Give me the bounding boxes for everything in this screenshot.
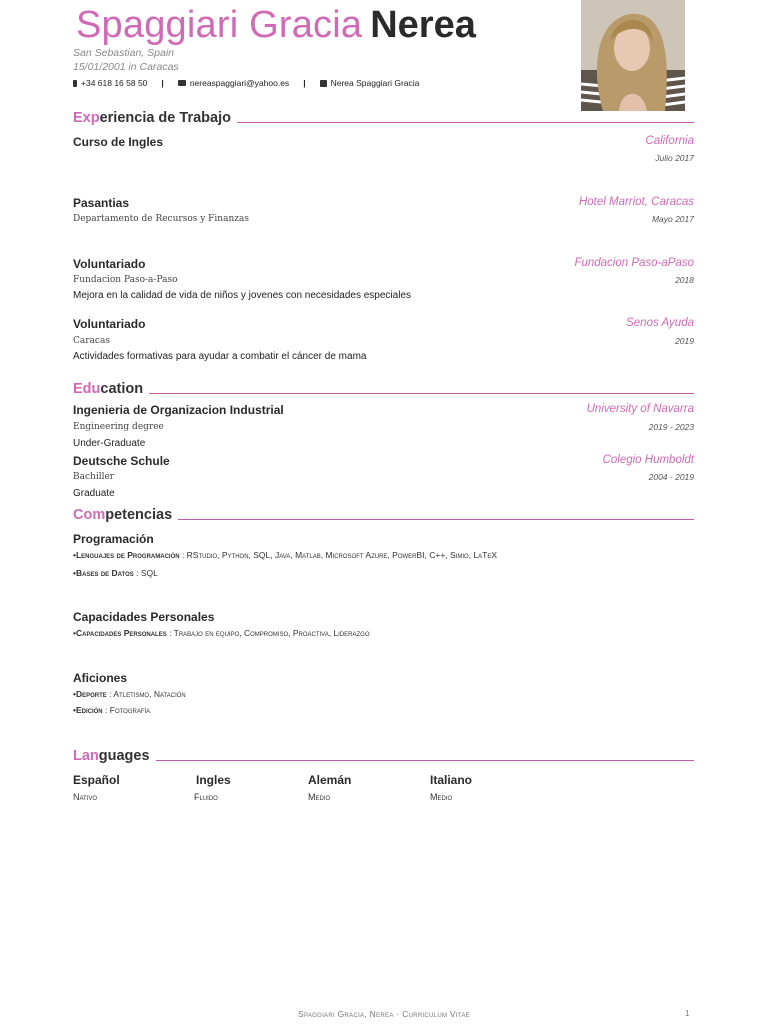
skill-key: •Capacidades Personales	[73, 628, 167, 638]
profile-photo	[581, 0, 685, 111]
email-link[interactable]: nereaspaggiari@yahoo.es	[189, 78, 290, 88]
skill-value: Trabajo en equipo, Compromiso, Proactiva, Liderazgo	[173, 628, 370, 638]
entry-position: Engineering degree	[73, 422, 164, 432]
skill-line	[73, 628, 370, 638]
section-rule	[237, 122, 694, 123]
entry-position: Caracas	[73, 336, 110, 346]
section-rule	[149, 393, 694, 394]
entry-date: 2018	[675, 275, 694, 285]
first-name: Spaggiari Gracia	[76, 4, 363, 46]
entry-position: Bachiller	[73, 472, 115, 482]
skill-group-heading: Aficiones	[73, 671, 128, 685]
title-accent: Com	[73, 507, 106, 523]
skill-sep: :	[106, 689, 114, 699]
skill-value: Fotografía	[109, 705, 151, 715]
entry-date: Mayo 2017	[651, 214, 694, 224]
entry-description: Mejora en la calidad de vida de niños y jovenes con necesidades especiales	[73, 290, 411, 301]
separator: |	[161, 78, 164, 88]
phone-icon	[73, 80, 77, 87]
skill-sep: :	[102, 705, 110, 715]
skill-sep: :	[133, 568, 141, 578]
entry-description: Actividades formativas para ayudar a combatir el cáncer de mama	[73, 351, 367, 362]
entry-date: 2004 - 2019	[648, 472, 694, 482]
title-accent: Edu	[73, 381, 101, 397]
title-accent: Lan	[73, 748, 99, 764]
language-name: Español	[73, 773, 120, 787]
skill-value: SQL	[140, 568, 158, 578]
entry-place: Fundacion Paso-aPaso	[574, 257, 694, 269]
page-footer: Spaggiari Gracia, Nerea · Curriculum Vitae	[298, 1009, 470, 1019]
language-name: Alemán	[308, 773, 352, 787]
entry-place: California	[645, 135, 694, 147]
linkedin-link[interactable]: Nerea Spaggiari Gracia	[330, 78, 420, 88]
section-title	[73, 381, 143, 397]
entry-position: Fundacion Paso-a-Paso	[73, 275, 178, 285]
separator: |	[303, 78, 306, 88]
entry-title: Deutsche Schule	[73, 454, 170, 468]
skill-line	[73, 689, 186, 699]
entry-description: Under-Graduate	[73, 438, 146, 449]
skill-key: •Bases de Datos	[73, 568, 134, 578]
birth-info: 15/01/2001 in Caracas	[73, 61, 179, 73]
title-rest: cation	[100, 381, 144, 397]
entry-title: Curso de Ingles	[73, 135, 164, 149]
location: San Sebastian, Spain	[73, 47, 174, 59]
skill-line	[73, 550, 497, 560]
skill-line	[73, 568, 158, 578]
entry-place: Senos Ayuda	[626, 317, 694, 329]
language-name: Italiano	[430, 773, 473, 787]
title-rest: guages	[98, 748, 150, 764]
entry-title: Ingenieria de Organizacion Industrial	[73, 403, 284, 417]
section-education	[73, 379, 694, 399]
section-rule	[156, 760, 694, 761]
section-title	[73, 507, 172, 523]
skill-key: •Edición	[73, 705, 103, 715]
skill-line	[73, 705, 150, 715]
title-accent: Exp	[73, 110, 100, 126]
linkedin-icon	[320, 80, 327, 87]
entry-position: Departamento de Recursos y Finanzas	[73, 214, 249, 224]
skill-sep: :	[166, 628, 174, 638]
contact-row	[73, 78, 419, 88]
skill-sep: :	[179, 550, 187, 560]
section-title	[73, 110, 231, 126]
language-level: Medio	[308, 792, 331, 802]
language-level: Medio	[430, 792, 453, 802]
title-rest: eriencia de Trabajo	[99, 110, 231, 126]
entry-place: University of Navarra	[586, 403, 694, 415]
email-icon	[178, 80, 186, 86]
section-skills	[73, 505, 694, 525]
entry-title: Voluntariado	[73, 317, 146, 331]
phone-number[interactable]: +34 618 16 58 50	[81, 78, 148, 88]
section-rule	[178, 519, 694, 520]
skill-key: •Deporte	[73, 689, 107, 699]
entry-title: Pasantias	[73, 196, 130, 210]
skill-group-heading: Capacidades Personales	[73, 610, 215, 624]
skill-value: RStudio, Python, SQL, Java, Matlab, Microsoft Azure, PowerBI, C++, Simio, LaTeX	[186, 550, 498, 560]
entry-place: Colegio Humboldt	[602, 454, 694, 466]
language-name: Ingles	[196, 773, 231, 787]
title-rest: petencias	[105, 507, 173, 523]
entry-date: 2019	[675, 336, 694, 346]
skill-value: Atletismo, Natación	[113, 689, 186, 699]
entry-title: Voluntariado	[73, 257, 146, 271]
language-level: Fluido	[194, 792, 218, 802]
language-level: Nativo	[73, 792, 98, 802]
page-number: 1	[685, 1009, 690, 1018]
candidate-name	[76, 2, 476, 48]
entry-description: Graduate	[73, 488, 115, 499]
entry-date: Julio 2017	[655, 153, 694, 163]
entry-place: Hotel Marriot, Caracas	[578, 196, 694, 208]
section-title	[73, 748, 150, 764]
section-languages	[73, 746, 694, 766]
entry-date: 2019 - 2023	[648, 422, 694, 432]
last-name: Nerea	[370, 4, 476, 46]
section-experience	[73, 108, 694, 128]
skill-key: •Lenguajes de Programación	[73, 550, 180, 560]
skill-group-heading: Programación	[73, 532, 154, 546]
